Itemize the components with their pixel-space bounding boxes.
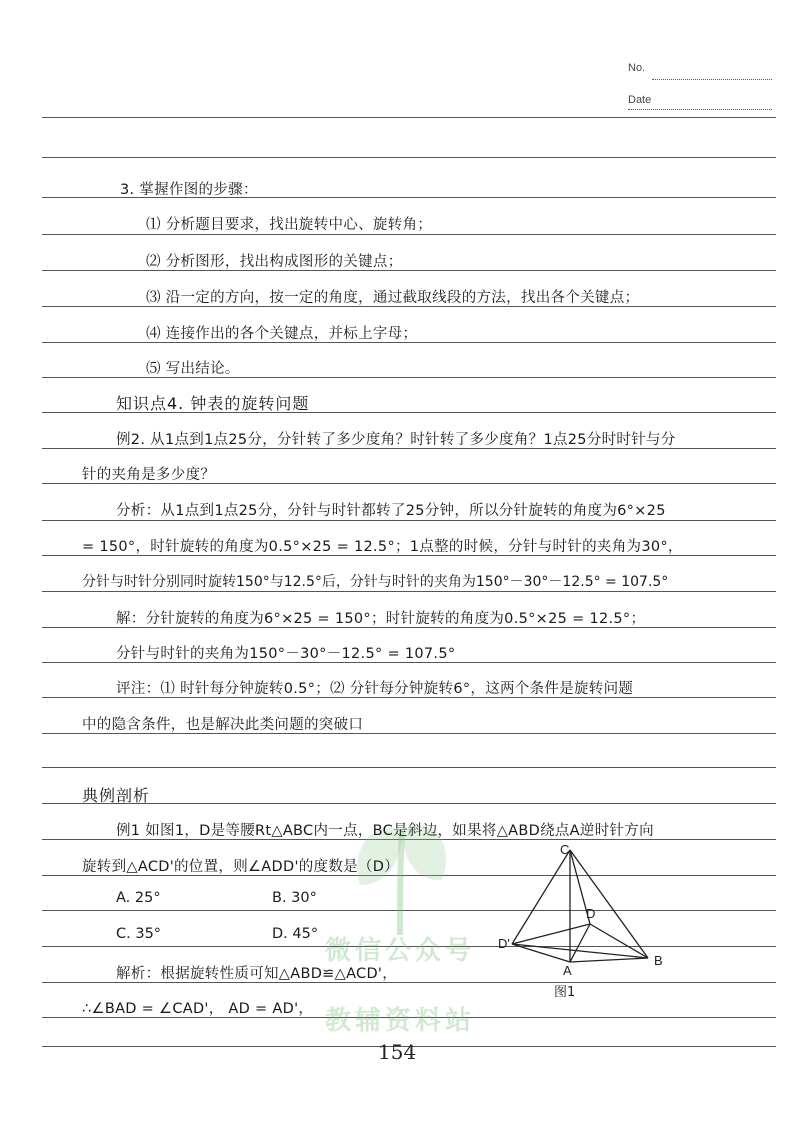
option-c: C. 35° [116, 926, 162, 942]
text-line: 解：分针旋转的角度为6°×25 = 150°；时针旋转的角度为0.5°×25 = 12.5°； [116, 611, 646, 627]
rule-line [42, 767, 776, 768]
rule-line [42, 520, 776, 521]
header-date-line [628, 109, 772, 110]
watermark-text-2: 教辅资料站 [324, 1006, 475, 1036]
text-line: 3. 掌握作图的步骤： [120, 182, 258, 198]
text-line: 中的隐含条件，也是解决此类问题的突破口 [82, 717, 364, 733]
option-b: B. 30° [272, 890, 317, 906]
text-line: 针的夹角是多少度？ [82, 467, 216, 483]
label-c: C [560, 842, 570, 857]
option-d: D. 45° [272, 926, 319, 942]
header-date-label: Date [628, 94, 652, 106]
text-line: 评注：⑴ 时针每分钟旋转0.5°；⑵ 分针每分钟旋转6°，这两个条件是旋转问题 [116, 681, 634, 697]
text-line: = 150°，时针旋转的角度为0.5°×25 = 12.5°；1点整的时候，分针与时针的夹角为30°， [82, 539, 683, 555]
page-number: 154 [378, 1040, 417, 1064]
text-line: 分析：从1点到1点25分，分针与时针都转了25分钟，所以分针旋转的角度为6°×25 [116, 503, 666, 519]
rule-line [42, 234, 776, 235]
section-heading: 知识点4. 钟表的旋转问题 [116, 394, 310, 413]
rule-line [42, 157, 776, 158]
header-no-label: No. [628, 62, 646, 74]
label-d: D [586, 906, 596, 921]
text-line: ⑴ 分析题目要求，找出旋转中心、旋转角； [146, 217, 433, 233]
text-line: ⑸ 写出结论。 [146, 361, 240, 377]
text-line: ⑶ 沿一定的方向，按一定的角度，通过截取线段的方法，找出各个关键点； [146, 290, 640, 306]
rule-line [42, 591, 776, 592]
text-line: 旋转到△ACD'的位置，则∠ADD'的度数是（D） [82, 859, 399, 875]
text-line: 分针与时针分别同时旋转150°与12.5°后，分针与时针的夹角为150°－30°－12.5° = 107.5° [82, 574, 669, 590]
text-line: 解析：根据旋转性质可知△ABD≌△ACD'， [116, 966, 398, 982]
text-line: 例2. 从1点到1点25分，分针转了多少度角？时针转了多少度角？1点25分时时针与分 [116, 432, 676, 448]
text-line: 分针与时针的夹角为150°－30°－12.5° = 107.5° [116, 646, 456, 662]
rule-line [42, 117, 776, 118]
section-heading: 典例剖析 [82, 786, 151, 805]
label-d-prime: D' [498, 936, 510, 951]
text-line: 例1 如图1，D是等腰Rt△ABC内一点，BC是斜边，如果将△ABD绕点A逆时针方向 [116, 823, 654, 839]
label-b: B [654, 953, 663, 968]
text-line: ⑵ 分析图形，找出构成图形的关键点； [146, 254, 403, 270]
text-line: ⑷ 连接作出的各个关键点，并标上字母； [146, 326, 418, 342]
header-no-line [652, 79, 772, 80]
figure-caption: 图1 [554, 985, 576, 1000]
text-line: ∴∠BAD = ∠CAD'， AD = AD'， [82, 1001, 314, 1017]
option-a: A. 25° [116, 890, 161, 906]
label-a: A [563, 963, 572, 978]
triangle-figure [494, 836, 694, 1006]
watermark-text-1: 微信公众号 [324, 936, 475, 966]
